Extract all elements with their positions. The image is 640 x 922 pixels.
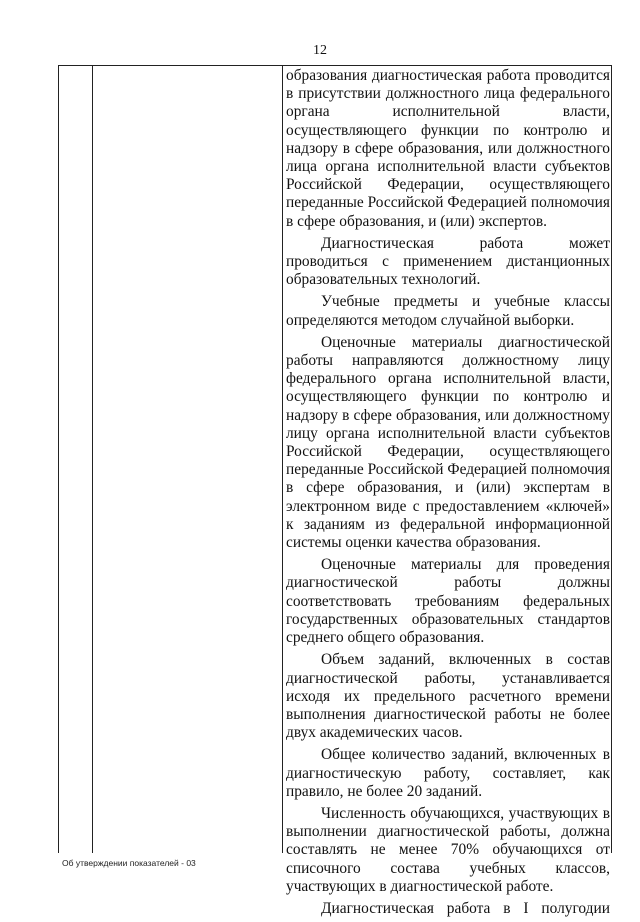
paragraph-task-volume: Объем заданий, включенных в состав диагностической работы, устанавливается исходя их предельного расчетного времени выполнения диагностической работы не более двух академических часов.: [286, 651, 610, 742]
paragraph-continuation: образования диагностическая работа проводится в присутствии должностного лица федерального органа исполнительной власти, осуществляющего функции по контролю и надзору в сфере образования, или должностного лица органа исполнительной власти субъектов Российской Федерации, осуществляющего переданные Российской Федерацией полномочия в сфере образования, и (или) экспертов.: [286, 67, 610, 230]
paragraph-first-semester: Диагностическая работа в I полугодии: [321, 899, 610, 917]
paragraph-remote-technologies: Диагностическая работа может проводиться с применением дистанционных образовательных технологий.: [286, 234, 610, 289]
paragraph-assessment-materials: Оценочные материалы диагностической работы направляются должностному лицу федерального органа исполнительной власти, осуществляющего функции по контролю и надзору в сфере образования, или должностному лицу органа исполнительной власти субъектов Российской Федерации, осуществляющего переданные Российской Федерацией полномочия в сфере образования, и (или) экспертам в электронном виде с предоставлением «ключей» к заданиям из федеральной информационной системы оценки качества образования.: [286, 333, 610, 552]
table-column-divider: [282, 66, 283, 853]
footer-note: Об утверждении показателей - 03: [62, 858, 196, 868]
paragraph-task-count: Общее количество заданий, включенных в диагностическую работу, составляет, как правило, не более 20 заданий.: [286, 746, 610, 800]
paragraph-standards-compliance: Оценочные материалы для проведения диагностической работы должны соответствовать требованиям федеральных государственных образовательных стандартов среднего общего образования.: [286, 556, 610, 647]
paragraph-student-count: Численность обучающихся, участвующих в выполнении диагностической работы, должна составлять не менее 70% обучающихся от списочного состава учебных классов, участвующих в диагностической работе.: [286, 804, 610, 895]
page-number: 12: [313, 43, 327, 58]
table-column-divider: [92, 66, 93, 853]
table-text-cell: [286, 67, 610, 922]
paragraph-random-selection: Учебные предметы и учебные классы определяются методом случайной выборки.: [286, 293, 610, 329]
